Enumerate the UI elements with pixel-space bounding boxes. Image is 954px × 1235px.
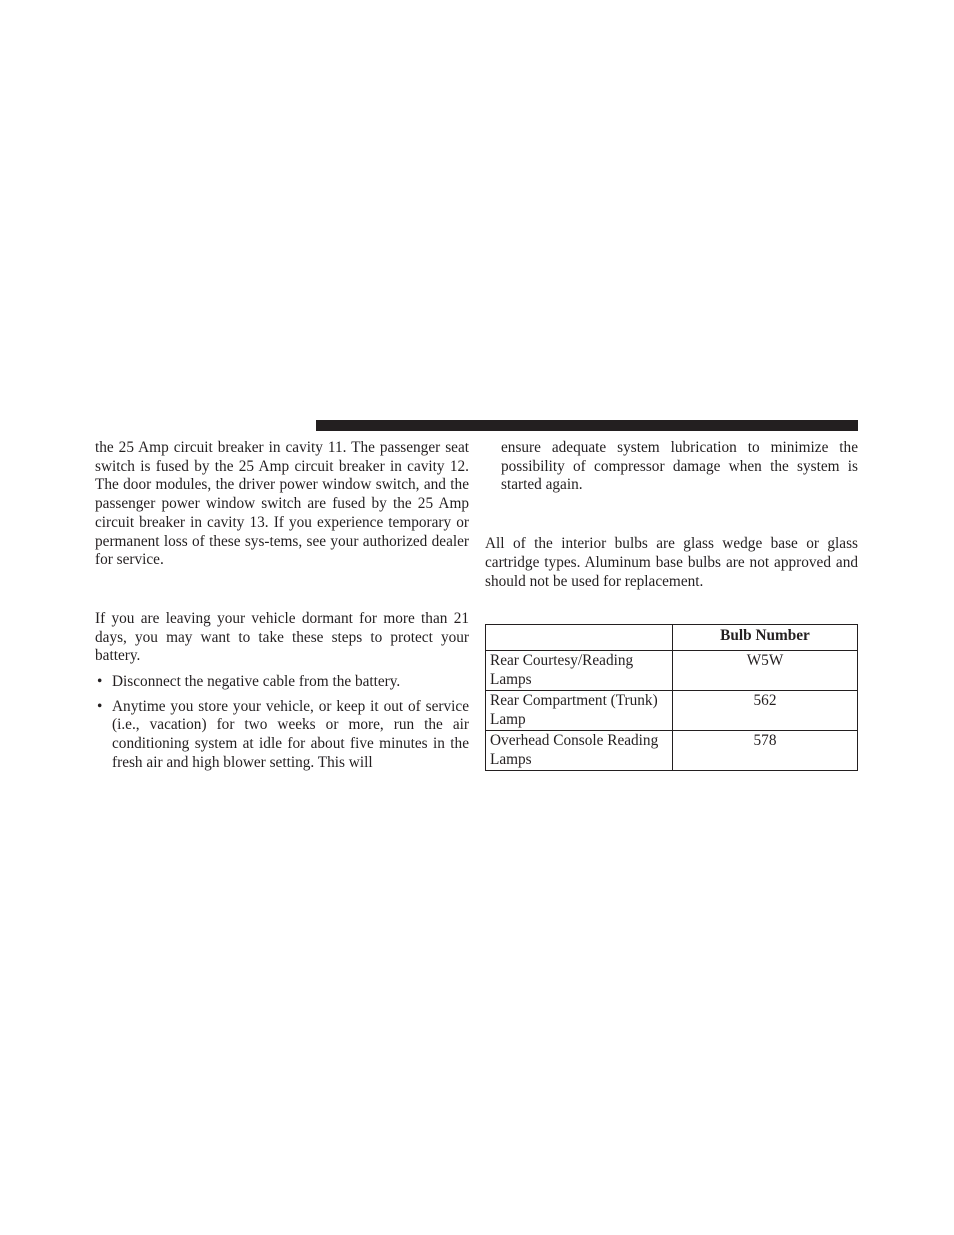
bulb-number-cell: W5W xyxy=(673,651,858,691)
table-row xyxy=(486,651,858,691)
bulb-number-cell: 578 xyxy=(673,731,858,771)
lamp-location-cell: Overhead Console Reading Lamps xyxy=(486,731,673,771)
list-item xyxy=(95,673,469,692)
storage-steps-list xyxy=(95,673,469,773)
bullet-icon: • xyxy=(97,673,103,691)
section-header-rule xyxy=(316,420,858,431)
list-item xyxy=(95,698,469,773)
battery-storage-paragraph: If you are leaving your vehicle dormant for more than 21 days, you may want to take these steps to protect your battery. xyxy=(95,609,469,665)
lamp-location-cell: Rear Compartment (Trunk) Lamp xyxy=(486,691,673,731)
right-column xyxy=(485,439,858,591)
left-column xyxy=(95,439,469,773)
continuation-paragraph: ensure adequate system lubrication to minimize the possibility of compressor damage when the system is started again. xyxy=(501,439,858,494)
bulb-number-cell: 562 xyxy=(673,691,858,731)
table-header-bulb-number: Bulb Number xyxy=(673,625,858,651)
fuse-paragraph: the 25 Amp circuit breaker in cavity 11. The passenger seat switch is fused by the 25 Amp circuit breaker in cavity 12. The door modules, the driver power window switch, and the passenger power window switch are fused by the 25 Amp circuit breaker in cavity 13. If you experience temporary or permanent loss of these sys-tems, see your authorized dealer for service. xyxy=(95,439,469,569)
lamp-location-cell: Rear Courtesy/Reading Lamps xyxy=(486,651,673,691)
list-item-text: Disconnect the negative cable from the battery. xyxy=(112,673,401,691)
interior-bulbs-paragraph: All of the interior bulbs are glass wedge base or glass cartridge types. Aluminum base bulbs are not approved and should not be used for replacement. xyxy=(485,535,858,590)
table-header-row xyxy=(486,625,858,651)
bulb-table xyxy=(485,624,858,771)
list-item-text: Anytime you store your vehicle, or keep it out of service (i.e., vacation) for two weeks or more, run the air conditioning system at idle for about five minutes in the fresh air and high blower setting. This will xyxy=(112,697,469,771)
table-row xyxy=(486,731,858,771)
table-header-location xyxy=(486,625,673,651)
table-row xyxy=(486,691,858,731)
bullet-icon: • xyxy=(97,697,103,715)
